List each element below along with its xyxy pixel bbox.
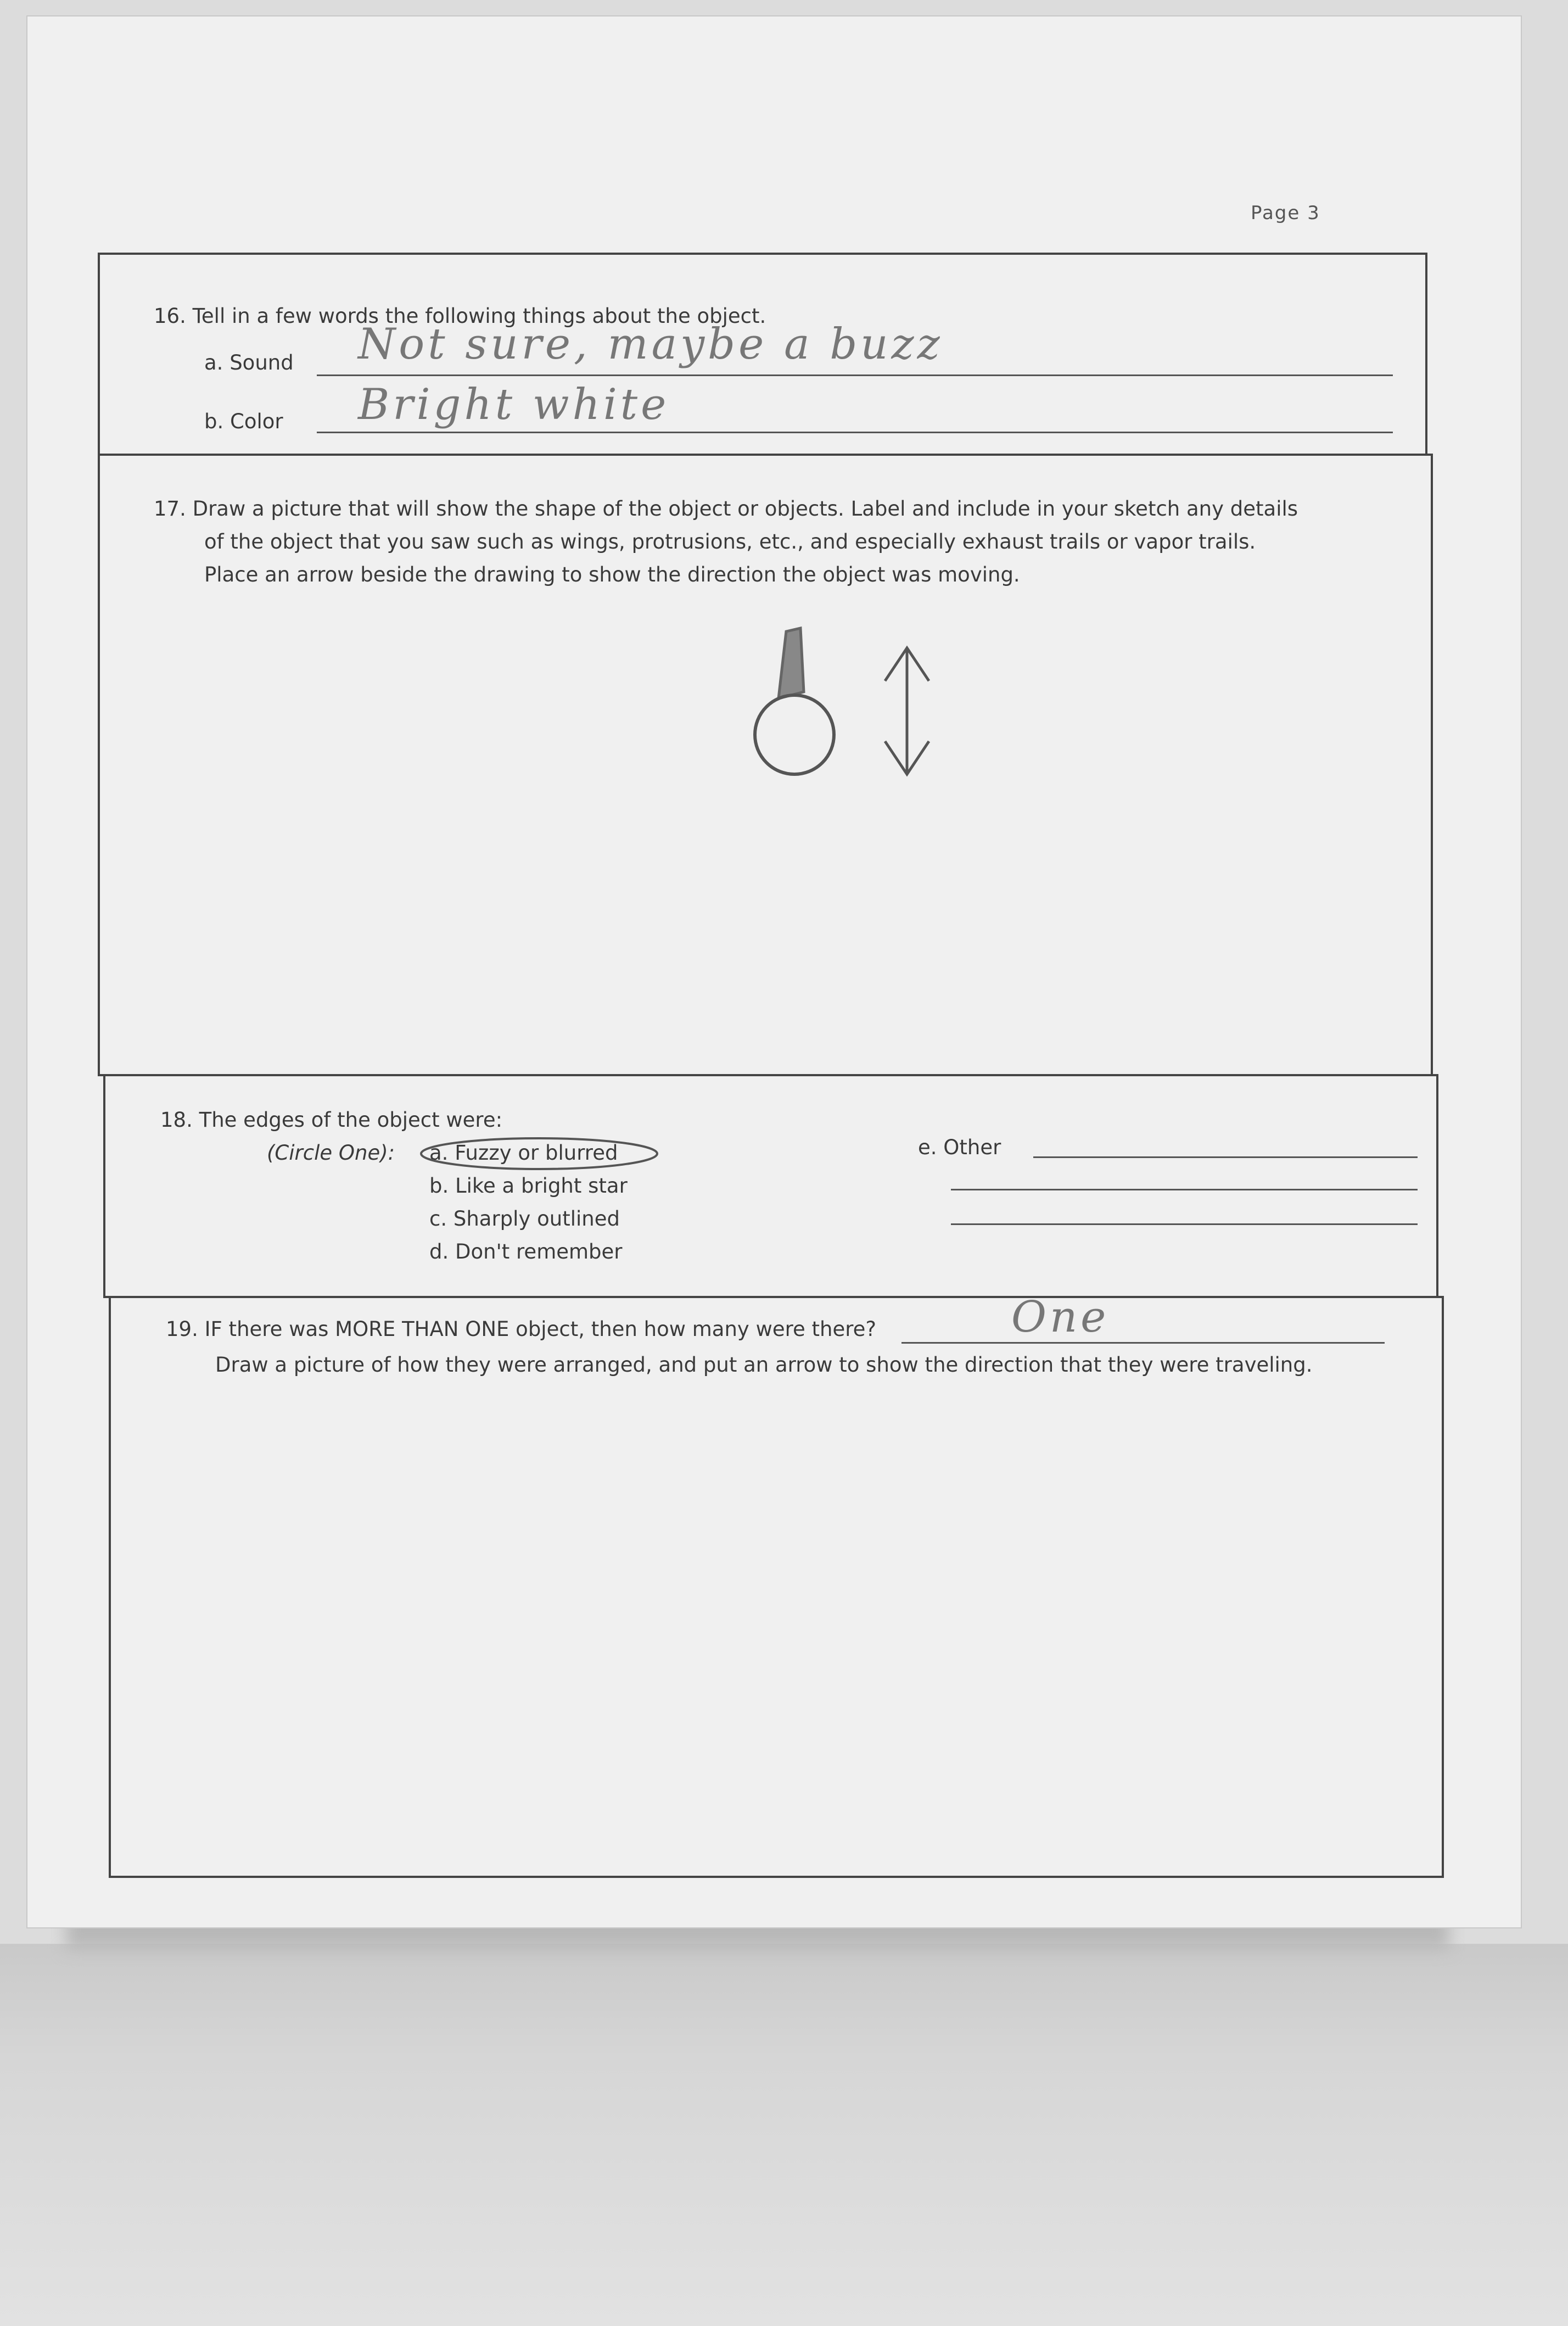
color-answer[interactable]: Bright white (358, 380, 670, 429)
color-label: b. Color (204, 410, 283, 433)
option-e-other[interactable]: e. Other (918, 1136, 1001, 1159)
scanner-background (0, 1944, 1568, 2326)
question-16-section (98, 253, 1427, 456)
option-b-bright-star[interactable]: b. Like a bright star (429, 1174, 628, 1198)
question-18-section (103, 1074, 1438, 1298)
option-d-dont-remember[interactable]: d. Don't remember (429, 1240, 623, 1263)
page-number: Page 3 (1251, 202, 1320, 224)
circle-one-instruction: (Circle One): (267, 1141, 395, 1165)
sound-answer[interactable]: Not sure, maybe a buzz (358, 320, 943, 369)
sound-label: a. Sound (204, 351, 294, 374)
question-19-line-2: Draw a picture of how they were arranged, and put an arrow to show the direction that they were traveling. (215, 1353, 1313, 1377)
object-circle-icon (755, 695, 834, 774)
other-answer-line-2 (951, 1189, 1418, 1190)
question-17-line-1: 17. Draw a picture that will show the shape of the object or objects. Label and include in your sketch any details (154, 497, 1298, 521)
double-arrow-icon (885, 648, 929, 774)
question-18-text: 18. The edges of the object were: (160, 1108, 503, 1132)
selected-option-circle (413, 1129, 665, 1178)
question-16-text: 16. Tell in a few words the following things about the object. (154, 304, 766, 328)
question-19-section (109, 1293, 1444, 1878)
question-19-text: 19. IF there was MORE THAN ONE object, then how many were there? (166, 1317, 877, 1341)
other-answer-line-1 (1033, 1156, 1418, 1158)
option-a-fuzzy[interactable]: a. Fuzzy or blurred (429, 1141, 618, 1165)
vapor-trail-icon (779, 628, 804, 698)
form-page (27, 16, 1521, 1927)
sound-answer-line (317, 374, 1393, 376)
object-sketch (704, 610, 989, 807)
count-answer-line (901, 1342, 1385, 1344)
question-17-line-2: of the object that you saw such as wings, protrusions, etc., and especially exhaust trails or vapor trails. (204, 530, 1256, 553)
count-answer[interactable]: One (1011, 1293, 1110, 1342)
color-answer-line (317, 432, 1393, 433)
question-17-section (98, 454, 1433, 1076)
other-answer-line-3 (951, 1223, 1418, 1225)
option-c-sharply-outlined[interactable]: c. Sharply outlined (429, 1207, 620, 1231)
question-17-line-3: Place an arrow beside the drawing to show the direction the object was moving. (204, 563, 1020, 586)
